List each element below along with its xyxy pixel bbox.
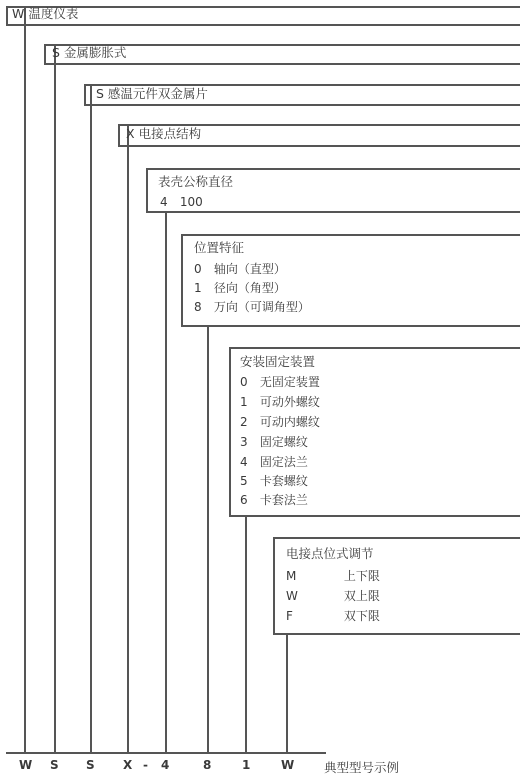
- row-text: 可动外螺纹: [259, 395, 320, 409]
- row-code: 6: [240, 493, 248, 507]
- box-mounting-row: [240, 473, 308, 489]
- box-diameter-title: 表壳公称直径: [158, 174, 234, 189]
- row-code: 2: [240, 415, 248, 429]
- level-w-label: [12, 6, 78, 22]
- row-code: 8: [194, 300, 202, 314]
- example-code: 1: [242, 758, 251, 772]
- line-s2: [90, 86, 92, 752]
- line-mounting: [245, 516, 247, 752]
- row-text: 无固定装置: [259, 375, 320, 389]
- box-mounting-row: [240, 454, 308, 470]
- box-contact-row: [286, 608, 380, 624]
- level-x-label: [126, 126, 201, 142]
- box-position-title: 位置特征: [194, 240, 245, 255]
- row-code: 4: [240, 455, 248, 469]
- box-position-row: [194, 280, 286, 296]
- line-w: [24, 8, 26, 752]
- row-code: 0: [194, 262, 202, 276]
- example-caption: 典型型号示例: [324, 760, 400, 775]
- row-text: 卡套螺纹: [259, 474, 308, 488]
- level-w-text: 温度仪表: [28, 6, 79, 21]
- level-s2-code: S: [96, 86, 104, 101]
- row-text: 双下限: [343, 609, 380, 623]
- line-diameter: [165, 212, 167, 752]
- hline-x-bottom: [118, 145, 520, 147]
- example-code: 4: [161, 758, 170, 772]
- level-s1-code: S: [52, 45, 60, 60]
- row-text: 100: [179, 195, 203, 209]
- edge-w: [6, 6, 8, 24]
- row-code: F: [286, 609, 293, 623]
- row-text: 轴向（直型）: [213, 262, 286, 276]
- box-contact-row: [286, 568, 380, 584]
- box-mounting-row: [240, 434, 308, 450]
- box-mounting-row: [240, 374, 320, 390]
- row-text: 双上限: [343, 589, 380, 603]
- example-code: -: [143, 758, 148, 772]
- box-position-row: [194, 299, 310, 315]
- row-text: 径向（角型）: [213, 281, 286, 295]
- level-s2-label: [96, 86, 208, 102]
- example-code: S: [50, 758, 59, 772]
- box-mounting-row: [240, 394, 320, 410]
- level-w-code: W: [12, 6, 25, 21]
- line-contact: [286, 634, 288, 752]
- row-code: M: [286, 569, 297, 583]
- edge-x: [118, 124, 120, 145]
- hline-s2-bottom: [84, 104, 520, 106]
- box-mounting-row: [240, 492, 308, 508]
- hline-s1-bottom: [44, 63, 520, 65]
- example-code: W: [281, 758, 295, 772]
- example-code: X: [123, 758, 133, 772]
- hline-w-bottom: [6, 24, 520, 26]
- row-code: 1: [240, 395, 248, 409]
- box-mounting-row: [240, 414, 320, 430]
- row-text: 上下限: [343, 569, 380, 583]
- line-x: [127, 126, 129, 752]
- row-text: 固定螺纹: [259, 435, 308, 449]
- edge-s1: [44, 44, 46, 63]
- baseline: [6, 752, 326, 754]
- row-text: 卡套法兰: [259, 493, 308, 507]
- box-contact-row: [286, 588, 380, 604]
- row-text: 固定法兰: [259, 455, 308, 469]
- level-s1-text: 金属膨胀式: [63, 45, 127, 60]
- example-code: W: [19, 758, 33, 772]
- row-text: 万向（可调角型）: [213, 300, 310, 314]
- row-code: W: [286, 589, 298, 603]
- line-s1: [54, 46, 56, 752]
- example-code: S: [86, 758, 95, 772]
- edge-s2: [84, 84, 86, 104]
- level-s1-label: [52, 45, 126, 61]
- row-code: 0: [240, 375, 248, 389]
- box-position-row: [194, 261, 286, 277]
- row-code: 3: [240, 435, 248, 449]
- row-text: 可动内螺纹: [259, 415, 320, 429]
- box-diameter-row: [160, 194, 203, 210]
- level-x-code: X: [126, 126, 135, 141]
- row-code: 5: [240, 474, 248, 488]
- example-code: 8: [203, 758, 212, 772]
- hline-w: [6, 6, 520, 8]
- level-x-text: 电接点结构: [138, 126, 202, 141]
- row-code: 4: [160, 195, 168, 209]
- box-contact-title: 电接点位式调节: [286, 546, 374, 561]
- level-s2-text: 感温元件双金属片: [107, 86, 208, 101]
- line-position: [207, 326, 209, 752]
- box-mounting-title: 安装固定装置: [240, 354, 316, 369]
- row-code: 1: [194, 281, 202, 295]
